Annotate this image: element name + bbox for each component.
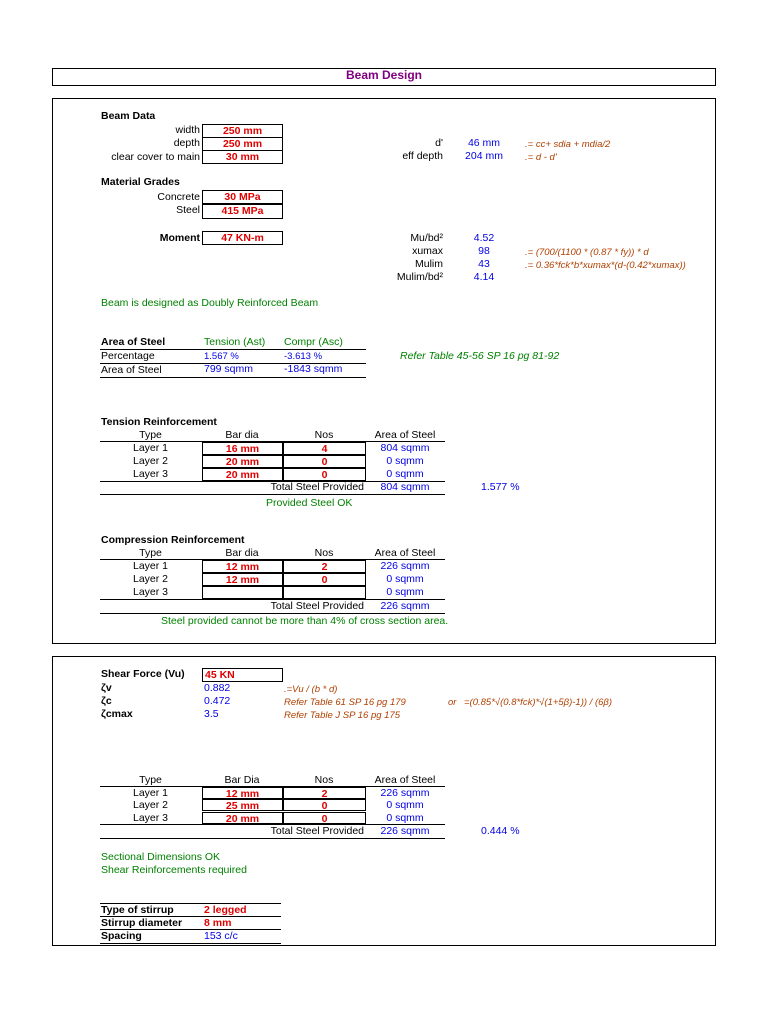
area-compr: -1843 sqmm bbox=[284, 363, 343, 375]
shear-total: 226 sqmm bbox=[380, 825, 430, 837]
table-row: Layer 2 bbox=[132, 455, 169, 467]
xumax-value: 98 bbox=[478, 245, 490, 257]
compression-l1-nos[interactable]: 2 bbox=[283, 560, 366, 573]
shear-message-1: Sectional Dimensions OK bbox=[101, 851, 221, 863]
compression-l3-nos[interactable] bbox=[283, 586, 366, 599]
area-label: Area of Steel bbox=[101, 364, 162, 376]
shear-l3-nos[interactable]: 0 bbox=[283, 812, 366, 824]
table-row: Layer 3 bbox=[132, 586, 169, 598]
mulimbd-label: Mulim/bd² bbox=[396, 271, 443, 283]
tc-label: ζc bbox=[101, 695, 112, 707]
compression-l1-dia[interactable]: 12 mm bbox=[202, 560, 283, 573]
moment-label: Moment bbox=[159, 232, 200, 244]
compression-col-nos: Nos bbox=[314, 547, 334, 559]
compression-l3-area: 0 sqmm bbox=[386, 586, 424, 598]
stirrup-type-value[interactable]: 2 legged bbox=[204, 904, 247, 916]
shear-l2-nos[interactable]: 0 bbox=[283, 799, 366, 811]
tension-l3-nos[interactable]: 0 bbox=[283, 468, 366, 481]
compression-col-area: Area of Steel bbox=[374, 547, 436, 559]
mulimbd-value: 4.14 bbox=[473, 271, 495, 283]
mulim-value: 43 bbox=[478, 258, 490, 270]
dprime-value: 46 mm bbox=[467, 137, 501, 149]
tension-heading: Tension Reinforcement bbox=[101, 416, 217, 428]
table-row: Layer 3 bbox=[132, 812, 169, 824]
depth-label: depth bbox=[173, 137, 200, 149]
shear-col-type: Type bbox=[139, 774, 162, 786]
shear-l1-area: 226 sqmm bbox=[380, 787, 430, 799]
beam-data-heading: Beam Data bbox=[101, 110, 156, 122]
tension-col-area: Area of Steel bbox=[374, 429, 436, 441]
mubd-label: Mu/bd² bbox=[410, 232, 443, 244]
area-refer: Refer Table 45-56 SP 16 pg 81-92 bbox=[400, 350, 560, 362]
compression-l2-dia[interactable]: 12 mm bbox=[202, 573, 283, 586]
compression-message: Steel provided cannot be more than 4% of cross section area. bbox=[161, 615, 449, 627]
tension-message: Provided Steel OK bbox=[266, 497, 353, 509]
shear-bottom-line bbox=[100, 838, 445, 839]
compression-total-label: Total Steel Provided bbox=[270, 600, 364, 612]
depth-input[interactable]: 250 mm bbox=[202, 137, 283, 151]
compression-l2-nos[interactable]: 0 bbox=[283, 573, 366, 586]
col-tension: Tension (Ast) bbox=[204, 336, 266, 348]
tv-value: 0.882 bbox=[204, 682, 231, 694]
shear-l3-dia[interactable]: 20 mm bbox=[202, 812, 283, 824]
material-heading: Material Grades bbox=[101, 176, 180, 188]
stirrup-dia-label: Stirrup diameter bbox=[101, 917, 183, 929]
tension-total-label: Total Steel Provided bbox=[270, 481, 364, 493]
shear-input[interactable]: 45 KN bbox=[202, 668, 283, 682]
xumax-formula: .= (700/(1100 * (0.87 * fy)) * d bbox=[525, 247, 649, 258]
table-row: Layer 1 bbox=[132, 560, 169, 572]
shear-pct: 0.444 % bbox=[481, 825, 520, 837]
shear-l2-area: 0 sqmm bbox=[386, 799, 424, 811]
mulim-label: Mulim bbox=[415, 258, 443, 270]
cover-input[interactable]: 30 mm bbox=[202, 150, 283, 164]
shear-col-dia: Bar Dia bbox=[224, 774, 260, 786]
tv-label: ζv bbox=[101, 682, 112, 694]
table-row: Layer 3 bbox=[132, 468, 169, 480]
tc-value: 0.472 bbox=[204, 695, 231, 707]
compression-l2-area: 0 sqmm bbox=[386, 573, 424, 585]
tension-l3-area: 0 sqmm bbox=[386, 468, 424, 480]
pct-tension: 1.567 % bbox=[204, 351, 239, 362]
shear-l1-dia[interactable]: 12 mm bbox=[202, 787, 283, 799]
xumax-label: xumax bbox=[412, 245, 443, 257]
tcmax-value: 3.5 bbox=[204, 708, 219, 720]
width-input[interactable]: 250 mm bbox=[202, 124, 283, 138]
mulim-formula: .= 0.36*fck*b*xumax*(d-(0.42*xumax)) bbox=[525, 260, 686, 271]
area-steel-heading: Area of Steel bbox=[101, 336, 166, 348]
tc-formula-2: =(0.85*√(0.8*fck)*√(1+5β)-1)) / (6β) bbox=[464, 697, 612, 708]
tcmax-formula: Refer Table J SP 16 pg 175 bbox=[284, 710, 401, 721]
tension-pct: 1.577 % bbox=[481, 481, 520, 493]
effd-label: eff depth bbox=[402, 150, 443, 162]
stirrup-type-label: Type of stirrup bbox=[101, 904, 174, 916]
compression-heading: Compression Reinforcement bbox=[101, 534, 245, 546]
compression-col-dia: Bar dia bbox=[225, 547, 259, 559]
tension-l2-area: 0 sqmm bbox=[386, 455, 424, 467]
compression-l3-dia[interactable] bbox=[202, 586, 283, 599]
tension-l2-nos[interactable]: 0 bbox=[283, 455, 366, 468]
shear-col-nos: Nos bbox=[314, 774, 334, 786]
tc-formula: Refer Table 61 SP 16 pg 179 bbox=[284, 697, 406, 708]
tension-l3-dia[interactable]: 20 mm bbox=[202, 468, 283, 481]
dprime-label: d' bbox=[435, 137, 443, 149]
cover-label: clear cover to main bbox=[111, 151, 200, 163]
stirrup-dia-value[interactable]: 8 mm bbox=[204, 917, 232, 929]
page-title: Beam Design bbox=[345, 68, 423, 82]
tv-formula: .=Vu / (b * d) bbox=[284, 684, 338, 695]
table-row: Layer 2 bbox=[132, 573, 169, 585]
width-label: width bbox=[175, 124, 200, 136]
steel-input[interactable]: 415 MPa bbox=[202, 204, 283, 219]
area-line-3 bbox=[100, 377, 366, 378]
tension-l1-area: 804 sqmm bbox=[380, 442, 430, 454]
compression-l1-area: 226 sqmm bbox=[380, 560, 430, 572]
tension-bottom-line bbox=[100, 494, 445, 495]
compression-total: 226 sqmm bbox=[380, 600, 430, 612]
tension-col-nos: Nos bbox=[314, 429, 334, 441]
tension-l1-nos[interactable]: 4 bbox=[283, 442, 366, 455]
tc-or: or bbox=[448, 697, 457, 708]
shear-label: Shear Force (Vu) bbox=[101, 668, 185, 680]
concrete-label: Concrete bbox=[157, 191, 200, 203]
stirrup-spacing-label: Spacing bbox=[101, 930, 142, 942]
tension-l1-dia[interactable]: 16 mm bbox=[202, 442, 283, 455]
stirrup-spacing-value: 153 c/c bbox=[204, 930, 238, 942]
col-compr: Compr (Asc) bbox=[284, 336, 343, 348]
shear-message-2: Shear Reinforcements required bbox=[101, 864, 247, 876]
shear-col-area: Area of Steel bbox=[374, 774, 436, 786]
table-row: Layer 2 bbox=[132, 799, 169, 811]
dprime-formula: .= cc+ sdia + mdia/2 bbox=[525, 139, 611, 150]
tension-l2-dia[interactable]: 20 mm bbox=[202, 455, 283, 468]
tension-col-type: Type bbox=[139, 429, 162, 441]
area-tension: 799 sqmm bbox=[204, 363, 254, 375]
table-row: Layer 1 bbox=[132, 787, 169, 799]
compression-bottom-line bbox=[100, 613, 445, 614]
steel-label: Steel bbox=[176, 204, 200, 216]
mubd-value: 4.52 bbox=[473, 232, 495, 244]
moment-input[interactable]: 47 KN-m bbox=[202, 231, 283, 245]
table-row: Layer 1 bbox=[132, 442, 169, 454]
tcmax-label: ζcmax bbox=[101, 708, 133, 720]
stirrup-line-3 bbox=[100, 943, 281, 944]
shear-total-label: Total Steel Provided bbox=[270, 825, 364, 837]
concrete-input[interactable]: 30 MPa bbox=[202, 190, 283, 204]
shear-l2-dia[interactable]: 25 mm bbox=[202, 799, 283, 811]
compression-col-type: Type bbox=[139, 547, 162, 559]
pct-label: Percentage bbox=[101, 350, 155, 362]
design-message: Beam is designed as Doubly Reinforced Beam bbox=[101, 297, 319, 309]
shear-l3-area: 0 sqmm bbox=[386, 812, 424, 824]
tension-col-dia: Bar dia bbox=[225, 429, 259, 441]
effd-value: 204 mm bbox=[465, 150, 503, 162]
tension-total: 804 sqmm bbox=[380, 481, 430, 493]
pct-compr: -3.613 % bbox=[284, 351, 323, 362]
effd-formula: .= d - d' bbox=[525, 152, 557, 163]
shear-l1-nos[interactable]: 2 bbox=[283, 787, 366, 799]
